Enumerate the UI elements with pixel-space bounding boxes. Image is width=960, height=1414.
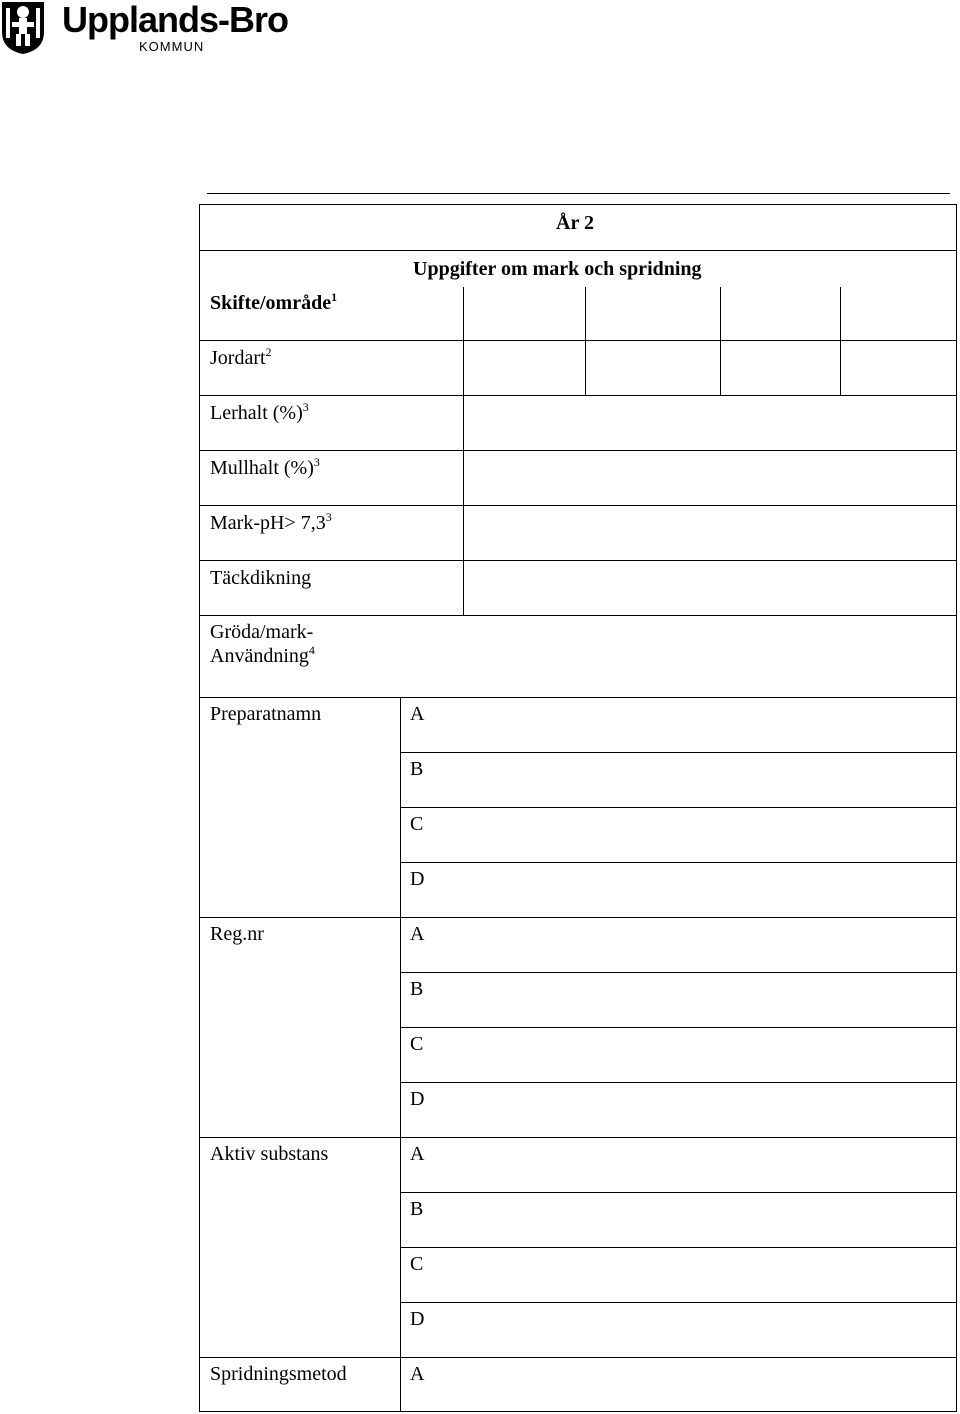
item-label: A: [410, 1143, 425, 1165]
item-label: B: [410, 758, 424, 780]
row-divider: [400, 862, 956, 863]
row-divider: [400, 972, 956, 973]
row-divider: [200, 615, 956, 616]
row-label-mark-ph: Mark-pH> $7,3^3$: [210, 510, 332, 534]
row-label-lerhalt: Lerhalt (%)$^3$: [210, 400, 309, 424]
item-label: D: [410, 1088, 425, 1110]
column-divider: [840, 287, 841, 395]
row-divider: [200, 697, 956, 698]
group-label-regnr: Reg.nr: [210, 923, 264, 945]
row-divider: [200, 1137, 956, 1138]
column-divider: [400, 697, 401, 1411]
column-divider: [720, 287, 721, 395]
row-divider: [200, 340, 956, 341]
item-label: B: [410, 1198, 424, 1220]
header-rule: [207, 193, 950, 194]
municipality-logo: [0, 0, 320, 60]
row-divider: [400, 807, 956, 808]
item-label: B: [410, 978, 424, 1000]
row-divider: [400, 1302, 956, 1303]
row-divider: [400, 1247, 956, 1248]
row-divider: [200, 505, 956, 506]
group-label-spridningsmetod: Spridningsmetod: [210, 1363, 347, 1385]
row-divider: [400, 1192, 956, 1193]
row-divider: [200, 250, 956, 251]
item-label: D: [410, 868, 425, 890]
item-label: C: [410, 1033, 424, 1055]
row-divider: [400, 752, 956, 753]
row-label-tackdikning: Täckdikning: [210, 567, 312, 589]
item-label: A: [410, 703, 425, 725]
row-divider: [200, 560, 956, 561]
group-label-aktiv-substans: Aktiv substans: [210, 1143, 329, 1165]
row-label-groda: Gröda/mark- Användning$^4$: [210, 621, 315, 667]
column-divider: [585, 287, 586, 395]
column-divider: [463, 287, 464, 615]
spreading-form-table: [199, 204, 957, 1412]
row-divider: [200, 395, 956, 396]
coat-of-arms-icon: [2, 2, 44, 54]
item-label: C: [410, 813, 424, 835]
row-divider: [400, 1027, 956, 1028]
logo-name: Upplands-Bro: [62, 0, 288, 40]
row-label-mullhalt: Mullhalt (%)$^3$: [210, 455, 320, 479]
item-label: C: [410, 1253, 424, 1275]
item-label: A: [410, 923, 425, 945]
row-divider: [200, 1357, 956, 1358]
item-label: D: [410, 1308, 425, 1330]
year-heading: År 2: [556, 212, 594, 234]
logo-subtitle: KOMMUN: [139, 39, 205, 54]
row-divider: [200, 917, 956, 918]
row-divider: [400, 1082, 956, 1083]
row-divider: [200, 450, 956, 451]
row-label-skifte: Skifte/område$^1$: [210, 290, 338, 314]
row-label-jordart: Jordart$^2$: [210, 345, 272, 369]
group-label-preparatnamn: Preparatnamn: [210, 703, 322, 725]
section-heading: Uppgifter om mark och spridning: [413, 258, 702, 280]
item-label: A: [410, 1363, 425, 1385]
